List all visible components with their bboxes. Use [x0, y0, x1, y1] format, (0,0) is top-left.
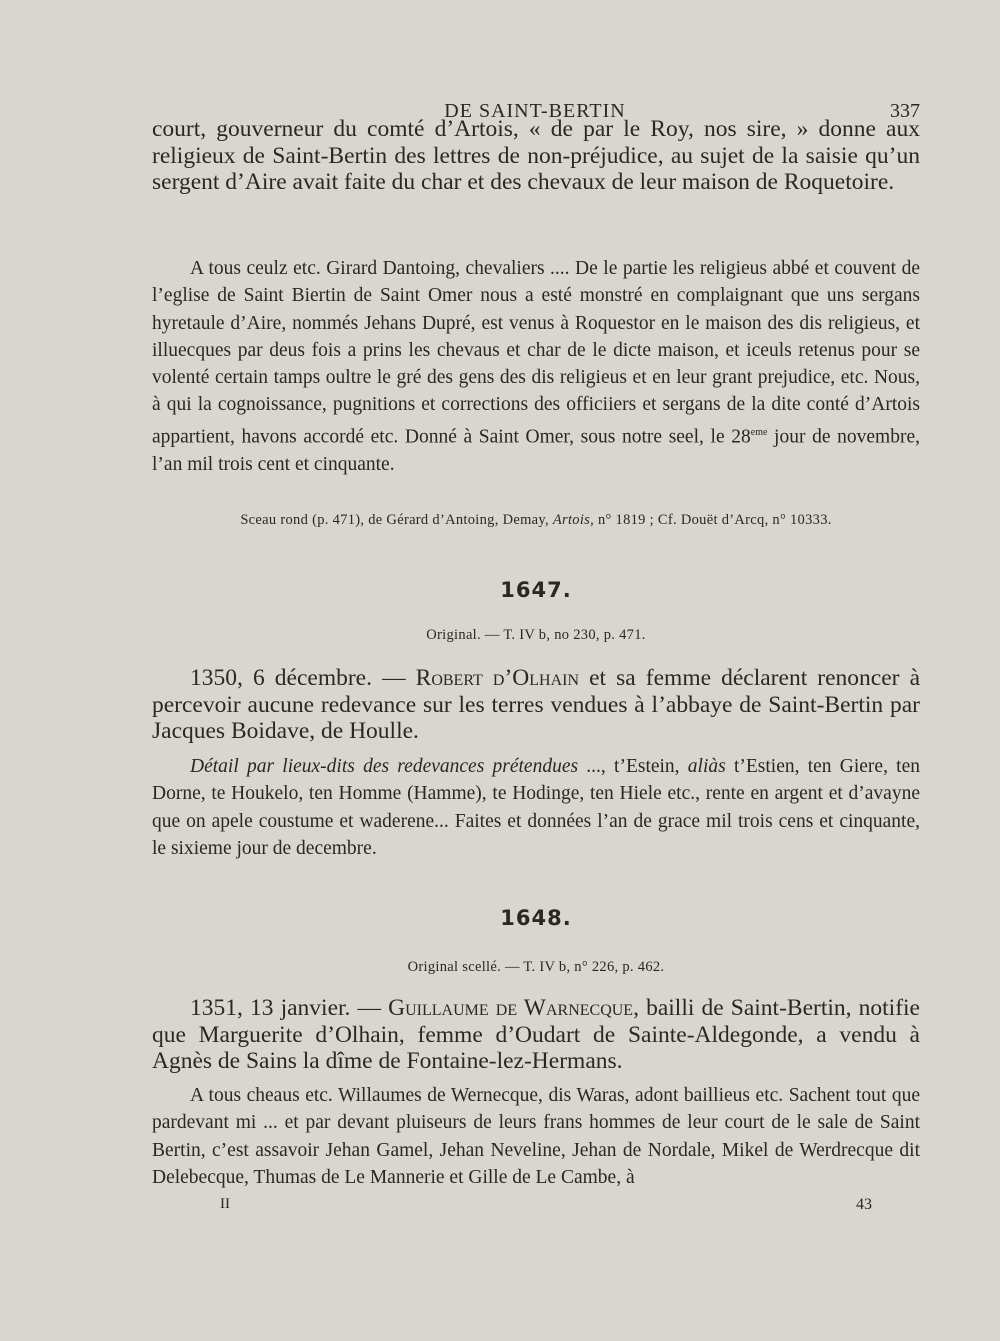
- page-footer: [150, 1196, 920, 1216]
- entry-summary-1648: 1351, 13 janvier. — Guillaume de Warnecque, bailli de Saint-Bertin, notifie que Marguerite d’Olhain, femme d’Oudart de Sainte-Aldegonde, a vendu à Agnès de Sains la dîme de Fontaine-lez-Hermans.: [152, 995, 920, 1074]
- superscript: eme: [750, 426, 768, 438]
- page-number: 337: [890, 100, 920, 122]
- source-note-1648: Original scellé. — T. IV b, n° 226, p. 462.: [407, 959, 665, 975]
- signature-mark: II: [220, 1196, 230, 1212]
- entry-summary-1647: 1350, 6 décembre. — Robert d’Olhain et sa femme déclarent renoncer à percevoir aucune redevance sur les terres vendues à l’abbaye de Saint-Bertin par Jacques Boidave, de Houlle.: [152, 665, 921, 744]
- source-note-1647: Original. — T. IV b, no 230, p. 471.: [426, 627, 646, 643]
- document-number-1648: 1648.: [500, 906, 572, 930]
- entry-text-1647: Détail par lieux-dits des redevances prétendues ..., t’Estein, aliàs t’Estien, ten Giere, ten Dorne, te Houkelo, ten Homme (Hamme), te Hodinge, ten Hiele etc., rente en argent et d’avayne que on apele coustume et waderene... Faites et données l’an de grace mil trois cens et cinquante, le sixieme jour de decembre.: [152, 756, 920, 859]
- sheet-number: 43: [856, 1196, 872, 1213]
- running-title: DE SAINT-BERTIN: [444, 100, 626, 122]
- person-name: Robert d’Olhain: [415, 665, 580, 691]
- person-name: Guillaume de Warnecque: [388, 995, 634, 1021]
- first-entry-summary: court, gouverneur du comté d’Artois, « de par le Roy, nos sire, » donne aux religieux de Saint-Bertin des lettres de non-préjudice, au sujet de la saisie qu’un sergent d’Aire avait faite du char et des chevaux de leur maison de Roquetoire.: [152, 116, 920, 195]
- document-number-1647: 1647.: [500, 578, 572, 602]
- seal-note: Sceau rond (p. 471), de Gérard d’Antoing, Demay, Artois, n° 1819 ; Cf. Douët d’Arcq, n° 10333.: [240, 512, 832, 528]
- first-entry-text: A tous ceulz etc. Girard Dantoing, chevaliers .... De le partie les religieus abbé et couvent de l’eglise de Saint Biertin de Saint Omer nous a esté monstré en complaignant que uns sergans hyretaule d’Aire, nommés Jehans Dupré, est venus à Roquestor en le maison des dis religieus, et illuecques par deus fois a prins les chevaus et char de le dicte maison, et iceuls retenus pour se volenté certain tamps oultre le gré des gens des dis religieus et en leur grant prejudice, etc. Nous, à qui la cognoissance, pugnitions et corrections des officiiers et sergans de la dite conté d’Artois appartient, havons accordé etc. Donné à Saint Omer, sous notre seel, le 28eme jour de novembre, l’an mil trois cent et cinquante.: [152, 258, 920, 475]
- entry-text-1648: A tous cheaus etc. Willaumes de Wernecque, dis Waras, adont baillieus etc. Sachent tout que pardevant mi ... et par devant pluiseurs de leurs frans hommes de leur court de le sale de Saint Bertin, c’est assavoir Jehan Gamel, Jehan Neveline, Jehan de Nordale, Mikel de Werdrecque dit Delebecque, Thumas de Le Mannerie et Gille de Le Cambe, à: [152, 1085, 920, 1188]
